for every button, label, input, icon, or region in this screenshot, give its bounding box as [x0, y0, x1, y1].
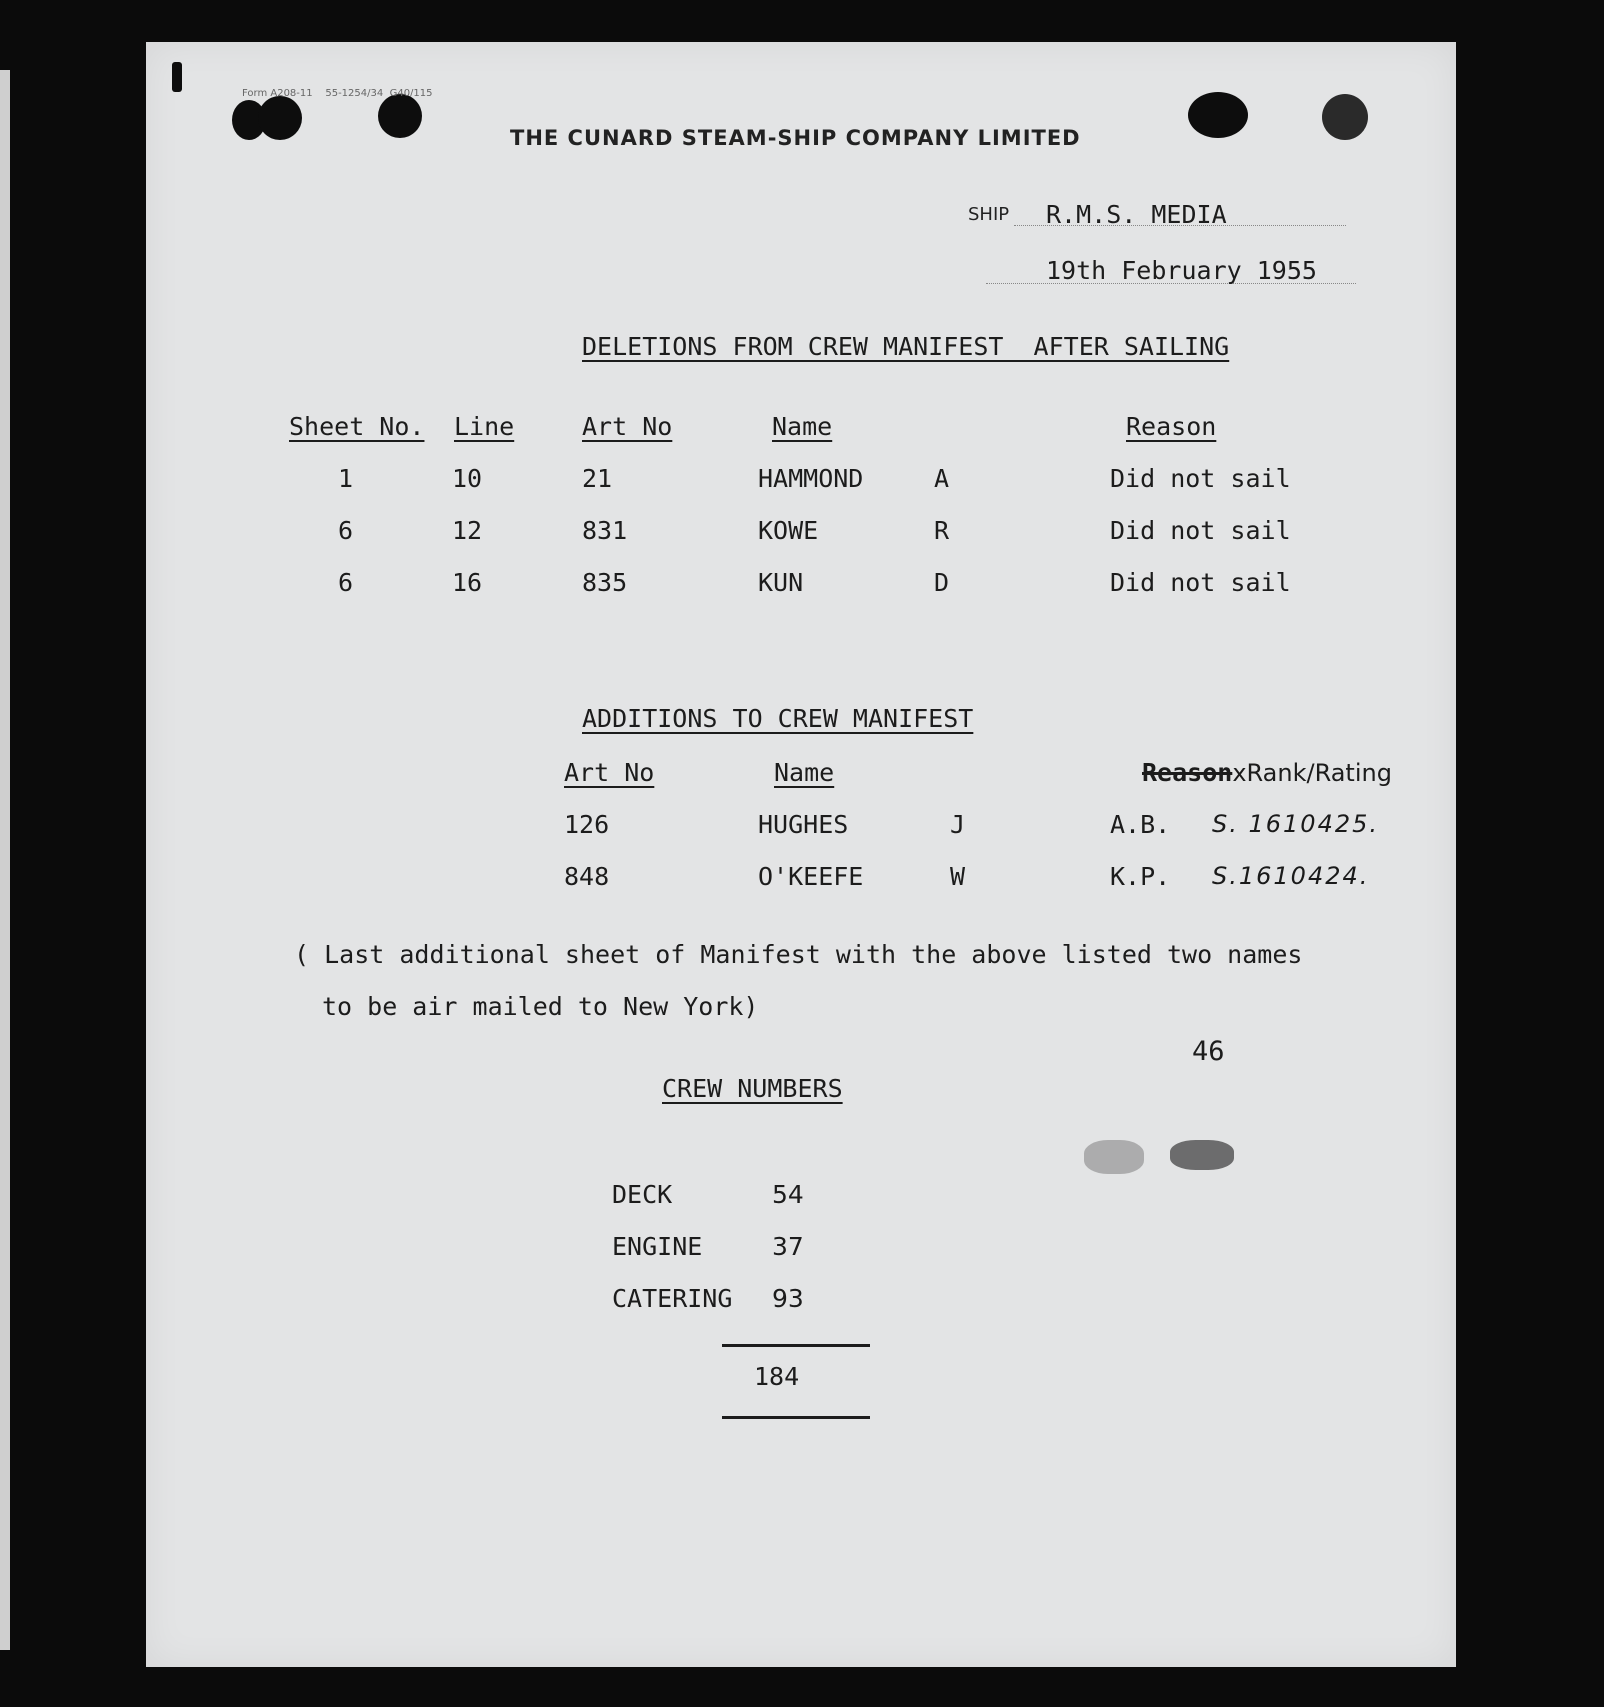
crew-surname: KUN — [758, 568, 804, 597]
line-number: 12 — [452, 516, 483, 545]
faded-stamp — [1170, 1140, 1234, 1170]
crew-surname: O'KEEFE — [758, 862, 864, 891]
line-number: 10 — [452, 464, 483, 493]
department-count: 54 — [772, 1180, 804, 1209]
sheet-number: 1 — [338, 464, 354, 493]
header-sheet-no: Sheet No. — [289, 412, 425, 441]
punch-hole-2 — [258, 96, 302, 140]
deletions-title: DELETIONS FROM CREW MANIFEST AFTER SAILING — [582, 332, 1230, 361]
crew-initial: A — [934, 464, 950, 493]
handwritten-discharge-number: S. 1610425. — [1212, 810, 1380, 838]
crew-rating: A.B. — [1110, 810, 1171, 839]
remark-line-1: ( Last additional sheet of Manifest with the above listed two names — [294, 940, 1303, 969]
corner-mark — [172, 62, 182, 92]
punch-hole-5 — [1322, 94, 1368, 140]
art-number: 21 — [582, 464, 613, 493]
additions-header-name: Name — [774, 758, 835, 787]
sheet-number: 6 — [338, 568, 354, 597]
form-code: Form A208-11 55-1254/34 G40/115 — [242, 88, 433, 99]
crew-surname: HAMMOND — [758, 464, 864, 493]
art-number: 831 — [582, 516, 628, 545]
department-count: 37 — [772, 1232, 804, 1261]
crew-initial: J — [950, 810, 966, 839]
total-rule-top — [722, 1344, 870, 1347]
total-rule-bottom — [722, 1416, 870, 1419]
deletion-reason: Did not sail — [1110, 464, 1291, 493]
header-name: Name — [772, 412, 833, 441]
crew-surname: HUGHES — [758, 810, 849, 839]
crew-numbers-title: CREW NUMBERS — [662, 1074, 843, 1103]
art-number: 848 — [564, 862, 610, 891]
company-letterhead: THE CUNARD STEAM-SHIP COMPANY LIMITED — [510, 126, 1081, 150]
crew-surname: KOWE — [758, 516, 819, 545]
sheet-number: 6 — [338, 516, 354, 545]
department-count: 93 — [772, 1284, 804, 1313]
scan-edge — [0, 70, 10, 1650]
deletion-reason: Did not sail — [1110, 568, 1291, 597]
deletion-reason: Did not sail — [1110, 516, 1291, 545]
manifest-sheet — [146, 42, 1456, 1667]
crew-initial: W — [950, 862, 966, 891]
ship-name: R.M.S. MEDIA — [1046, 200, 1227, 229]
crew-initial: D — [934, 568, 950, 597]
crew-rating: K.P. — [1110, 862, 1171, 891]
header-reason: Reason — [1126, 412, 1217, 441]
crew-total: 184 — [754, 1362, 800, 1391]
additions-header-art-no: Art No — [564, 758, 655, 787]
department-name: DECK — [612, 1180, 673, 1209]
header-line: Line — [454, 412, 515, 441]
line-number: 16 — [452, 568, 483, 597]
document-date: 19th February 1955 — [1046, 256, 1317, 285]
page-number: 46 — [1192, 1036, 1225, 1067]
punch-hole-4 — [1188, 92, 1248, 138]
faded-stamp — [1084, 1140, 1144, 1174]
department-name: CATERING — [612, 1284, 733, 1313]
punch-hole-3 — [378, 94, 422, 138]
remark-line-2: to be air mailed to New York) — [322, 992, 759, 1021]
department-name: ENGINE — [612, 1232, 703, 1261]
art-number: 835 — [582, 568, 628, 597]
header-art-no: Art No — [582, 412, 673, 441]
additions-header-rank — [1142, 758, 1392, 787]
struck-header-word: Reason — [1142, 758, 1233, 787]
additions-title: ADDITIONS TO CREW MANIFEST — [582, 704, 974, 733]
handwritten-discharge-number: S.1610424. — [1212, 862, 1370, 890]
ship-label: SHIP — [968, 204, 1010, 225]
art-number: 126 — [564, 810, 610, 839]
rank-rating-label: xRank/Rating — [1232, 759, 1392, 787]
crew-initial: R — [934, 516, 950, 545]
